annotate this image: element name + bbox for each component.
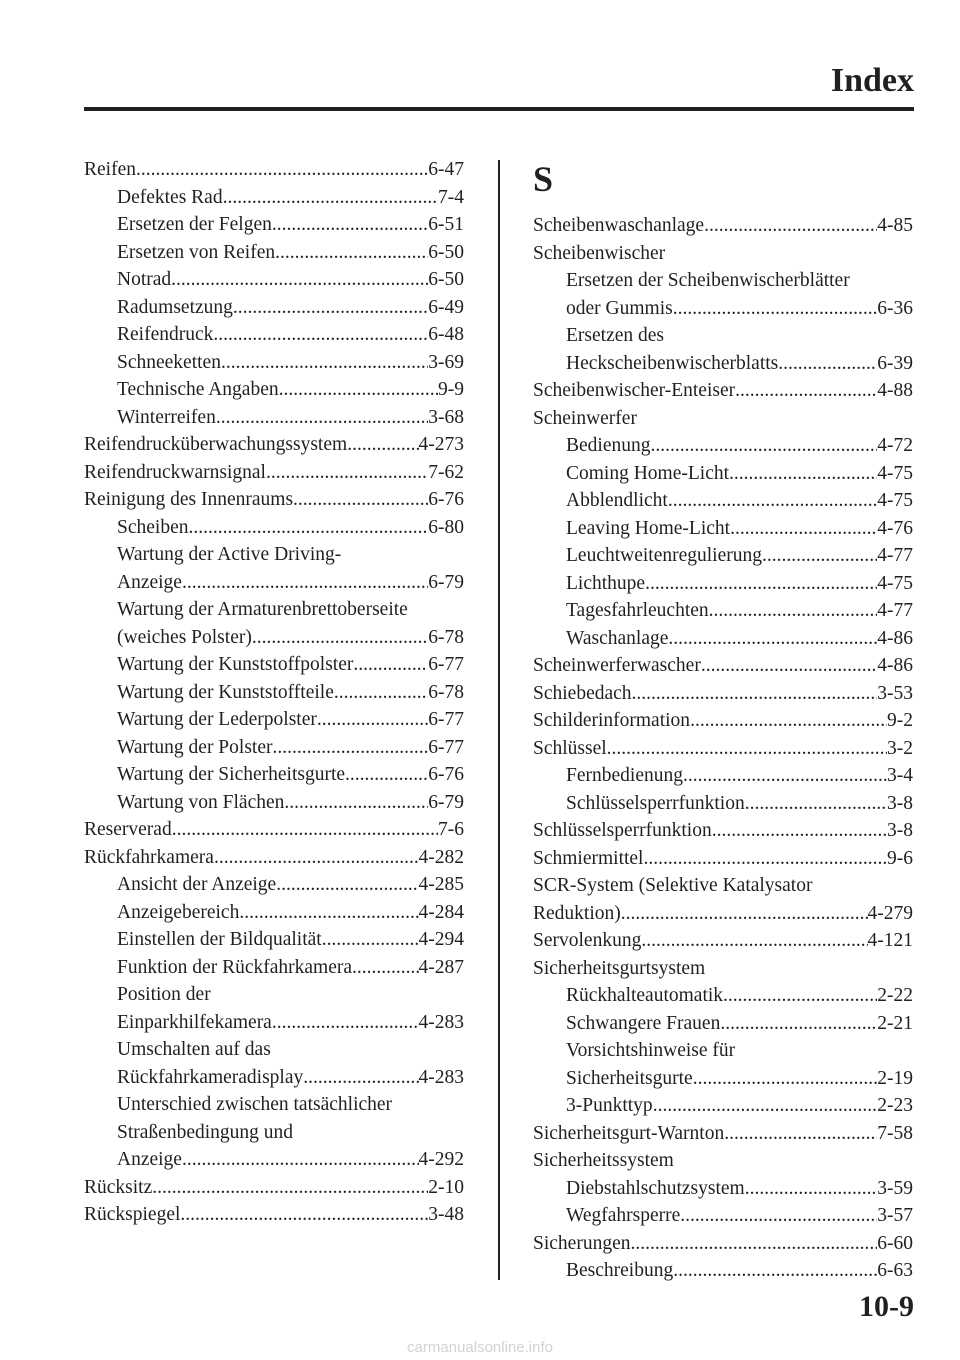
entry-term: Wartung der Kunststoffpolster [117, 654, 354, 675]
entry-term: Vorsichtshinweise für [566, 1040, 736, 1061]
index-subentry [533, 762, 913, 790]
entry-term: (weiches Polster) [117, 626, 252, 648]
column-divider [498, 160, 500, 1280]
dot-leader [188, 514, 428, 542]
entry-page-ref: 6-63 [877, 1260, 913, 1281]
entry-term: Reinigung des Innenraums [84, 489, 294, 510]
dot-leader [632, 680, 878, 708]
index-subentry [533, 982, 913, 1010]
entry-page-ref: 6-76 [428, 764, 464, 785]
entry-page-ref: 4-75 [877, 490, 913, 511]
index-subentry [533, 597, 913, 625]
index-entry [533, 377, 913, 405]
entry-term: Coming Home-Licht [566, 462, 730, 484]
entry-term: Reifendruck [117, 324, 214, 345]
dot-leader [693, 1065, 878, 1093]
index-entry [533, 1147, 913, 1175]
entry-page-ref: 3-69 [428, 351, 464, 373]
entry-term: Defektes Rad [117, 186, 223, 208]
index-subentry [533, 790, 913, 818]
dot-leader [172, 816, 438, 844]
section-letter: S [533, 159, 554, 199]
index-subentry [84, 569, 464, 597]
entry-term: Wartung von Flächen [117, 791, 285, 813]
entry-page-ref: 9-2 [887, 710, 913, 731]
index-subentry [84, 404, 464, 432]
entry-page-ref: 4-285 [418, 874, 464, 895]
dot-leader [607, 735, 887, 763]
index-subentry [84, 211, 464, 239]
index-column-right [533, 156, 913, 1285]
entry-term: Ersetzen des [566, 325, 664, 346]
index-subentry [84, 294, 464, 322]
entry-term: Wartung der Armaturenbrettoberseite [117, 599, 408, 620]
entry-term: Reifen [84, 159, 136, 180]
entry-page-ref: 4-85 [877, 215, 913, 236]
entry-page-ref: 4-282 [418, 846, 464, 868]
index-subentry [533, 350, 913, 378]
index-subentry [84, 981, 464, 1009]
entry-page-ref: 6-47 [428, 159, 464, 180]
dot-leader [275, 239, 428, 267]
index-subentry [533, 542, 913, 570]
dot-leader [223, 184, 438, 212]
entry-page-ref: 2-23 [877, 1095, 913, 1116]
index-subentry [84, 1009, 464, 1037]
dot-leader [673, 1257, 877, 1285]
entry-page-ref: 4-75 [877, 572, 913, 594]
entry-page-ref: 6-79 [428, 791, 464, 813]
entry-term: Heckscheibenwischerblatts [566, 352, 779, 374]
entry-term: Fernbedienung [566, 765, 683, 786]
dot-leader [778, 350, 877, 378]
entry-term: Schiebedach [533, 682, 632, 704]
entry-page-ref: 3-8 [887, 820, 913, 841]
dot-leader [221, 349, 428, 377]
index-subentry [84, 651, 464, 679]
entry-term: Wartung der Polster [117, 736, 273, 758]
dot-leader [152, 1174, 428, 1202]
entry-page-ref: 7-62 [428, 461, 464, 483]
entry-term: Wartung der Lederpolster [117, 709, 317, 730]
index-entry [84, 156, 464, 184]
index-subentry [84, 1119, 464, 1147]
entry-term: Beschreibung [566, 1260, 674, 1281]
index-subentry [533, 570, 913, 598]
entry-term: Scheinwerfer [533, 407, 637, 429]
index-subentry [533, 322, 913, 350]
header-rule [84, 107, 914, 111]
dot-leader [630, 1230, 877, 1258]
dot-leader [668, 487, 877, 515]
entry-term: Wegfahrsperre [566, 1205, 681, 1226]
entry-term: Position der [117, 984, 211, 1005]
entry-term: Schwangere Frauen [566, 1012, 721, 1034]
dot-leader [762, 542, 877, 570]
entry-term: Sicherungen [533, 1232, 631, 1254]
entry-page-ref: 4-279 [867, 902, 913, 924]
entry-page-ref: 4-283 [418, 1011, 464, 1033]
index-entry [84, 459, 464, 487]
entry-term: Scheinwerferwascher [533, 655, 701, 676]
entry-page-ref: 4-284 [418, 901, 464, 923]
index-subentry [84, 596, 464, 624]
dot-leader [353, 651, 428, 679]
entry-page-ref: 3-53 [877, 682, 913, 704]
dot-leader [730, 515, 877, 543]
entry-term: Notrad [117, 269, 172, 290]
entry-term: Schlüssel [533, 737, 607, 759]
entry-page-ref: 6-36 [877, 297, 913, 319]
dot-leader [643, 845, 887, 873]
index-subentry [533, 1202, 913, 1230]
dot-leader [334, 679, 428, 707]
index-entry [533, 405, 913, 433]
entry-term: Schlüsselsperrfunktion [533, 820, 712, 841]
index-entry [533, 927, 913, 955]
dot-leader [347, 431, 418, 459]
entry-page-ref: 2-19 [877, 1067, 913, 1089]
entry-page-ref: 6-39 [877, 352, 913, 374]
entry-term: Wartung der Kunststoffteile [117, 681, 334, 703]
index-subentry [533, 1010, 913, 1038]
index-subentry [84, 321, 464, 349]
entry-term: Reifendrucküberwachungssystem [84, 434, 348, 455]
index-entry [533, 955, 913, 983]
dot-leader [171, 266, 428, 294]
entry-page-ref: 4-75 [877, 462, 913, 484]
index-entry [533, 240, 913, 268]
entry-term: Einparkhilfekamera [117, 1011, 272, 1033]
index-entry [533, 1120, 913, 1148]
dot-leader [724, 1120, 877, 1148]
index-entry [533, 707, 913, 735]
index-entry [533, 872, 913, 900]
index-column-left [84, 156, 464, 1229]
entry-term: Bedienung [566, 435, 651, 456]
entry-page-ref: 6-60 [877, 1232, 913, 1254]
entry-term: Leaving Home-Licht [566, 517, 731, 539]
index-entry [533, 212, 913, 240]
entry-term: Rückhalteautomatik [566, 985, 724, 1006]
entry-term: Winterreifen [117, 406, 216, 428]
entry-term: Scheiben [117, 516, 189, 538]
entry-page-ref: 4-77 [877, 600, 913, 621]
index-entry [84, 816, 464, 844]
page-title: Index [830, 62, 914, 99]
entry-page-ref: 4-72 [877, 435, 913, 456]
index-subentry [84, 514, 464, 542]
entry-page-ref: 4-86 [877, 655, 913, 676]
dot-leader [272, 1009, 419, 1037]
entry-page-ref: 4-283 [418, 1066, 464, 1088]
index-subentry [533, 1257, 913, 1285]
index-entry [84, 431, 464, 459]
entry-page-ref: 6-78 [428, 681, 464, 703]
entry-page-ref: 6-77 [428, 736, 464, 758]
dot-leader [279, 376, 438, 404]
page-number: 10-9 [859, 1290, 914, 1323]
index-subentry [84, 706, 464, 734]
index-subentry [84, 349, 464, 377]
entry-page-ref: 6-80 [428, 516, 464, 538]
index-list-left [84, 156, 464, 1229]
entry-term: Diebstahlschutzsystem [566, 1177, 745, 1199]
dot-leader [266, 459, 428, 487]
entry-page-ref: 4-273 [418, 434, 464, 455]
index-subentry [84, 679, 464, 707]
entry-term: Reduktion) [533, 902, 621, 924]
entry-page-ref: 7-6 [438, 819, 464, 840]
entry-term: Rückfahrkamera [84, 846, 214, 868]
index-entry [533, 817, 913, 845]
dot-leader [317, 706, 428, 734]
dot-leader [345, 761, 428, 789]
entry-page-ref: 4-292 [418, 1149, 464, 1170]
entry-term: Sicherheitssystem [533, 1150, 674, 1171]
entry-page-ref: 3-48 [428, 1204, 464, 1225]
entry-term: Sicherheitsgurte [566, 1067, 693, 1089]
dot-leader [683, 762, 887, 790]
dot-leader [745, 1175, 878, 1203]
entry-page-ref: 2-10 [428, 1176, 464, 1198]
entry-page-ref: 6-50 [428, 241, 464, 263]
index-subentry [84, 761, 464, 789]
entry-page-ref: 3-57 [877, 1205, 913, 1226]
entry-page-ref: 4-88 [877, 380, 913, 401]
dot-leader [701, 652, 877, 680]
entry-page-ref: 9-9 [438, 379, 464, 400]
entry-term: Anzeige [117, 1149, 182, 1170]
entry-term: Sicherheitsgurtsystem [533, 957, 706, 979]
entry-page-ref: 7-58 [877, 1122, 913, 1144]
index-subentry [84, 184, 464, 212]
index-subentry [533, 460, 913, 488]
entry-term: Ersetzen der Felgen [117, 214, 272, 235]
index-subentry [533, 1065, 913, 1093]
entry-term: Schmiermittel [533, 847, 644, 869]
dot-leader [621, 900, 868, 928]
dot-leader [182, 569, 428, 597]
dot-leader [214, 844, 419, 872]
entry-page-ref: 3-4 [887, 765, 913, 786]
entry-page-ref: 6-79 [428, 571, 464, 593]
index-list-right [533, 212, 913, 1285]
index-subentry [84, 1091, 464, 1119]
entry-term: Abblendlicht [566, 490, 668, 511]
index-subentry [84, 734, 464, 762]
entry-term: Ersetzen von Reifen [117, 241, 276, 263]
index-subentry [533, 515, 913, 543]
entry-page-ref: 4-121 [867, 930, 913, 951]
entry-term: Scheibenwaschanlage [533, 215, 705, 236]
entry-term: Wartung der Active Driving- [117, 544, 342, 565]
index-subentry [84, 1146, 464, 1174]
index-entry [533, 900, 913, 928]
index-subentry [533, 1175, 913, 1203]
entry-term: Anzeigebereich [117, 901, 240, 923]
dot-leader [322, 926, 419, 954]
index-entry [533, 1230, 913, 1258]
index-entry [533, 735, 913, 763]
entry-term: Anzeige [117, 571, 182, 593]
dot-leader [650, 432, 877, 460]
entry-page-ref: 4-287 [418, 956, 464, 978]
index-subentry [84, 954, 464, 982]
dot-leader [216, 404, 428, 432]
index-subentry [84, 899, 464, 927]
dot-leader [712, 817, 887, 845]
dot-leader [680, 1202, 877, 1230]
index-subentry [84, 239, 464, 267]
dot-leader [735, 377, 877, 405]
index-subentry [533, 1092, 913, 1120]
dot-leader [668, 625, 877, 653]
dot-leader [272, 734, 428, 762]
entry-term: Lichthupe [566, 572, 646, 594]
index-subentry [84, 926, 464, 954]
index-subentry [84, 541, 464, 569]
index-subentry [84, 624, 464, 652]
dot-leader [641, 927, 867, 955]
entry-page-ref: 2-21 [877, 1012, 913, 1034]
dot-leader [252, 624, 428, 652]
entry-term: Rückspiegel [84, 1204, 181, 1225]
index-entry [84, 486, 464, 514]
index-subentry [84, 1036, 464, 1064]
dot-leader [709, 597, 878, 625]
dot-leader [673, 295, 878, 323]
entry-page-ref: 9-6 [887, 847, 913, 869]
dot-leader [213, 321, 428, 349]
dot-leader [272, 211, 428, 239]
entry-page-ref: 4-86 [877, 627, 913, 649]
entry-term: Sicherheitsgurt-Warnton [533, 1122, 725, 1144]
index-subentry [533, 487, 913, 515]
dot-leader [745, 790, 887, 818]
entry-term: Schneeketten [117, 351, 221, 373]
entry-term: Technische Angaben [117, 379, 279, 400]
index-entry [84, 844, 464, 872]
entry-page-ref: 3-59 [877, 1177, 913, 1199]
index-subentry [84, 376, 464, 404]
entry-term: Schlüsselsperrfunktion [566, 792, 745, 814]
index-subentry [533, 267, 913, 295]
dot-leader [723, 982, 877, 1010]
dot-leader [233, 294, 428, 322]
dot-leader [352, 954, 418, 982]
dot-leader [284, 789, 428, 817]
dot-leader [239, 899, 418, 927]
entry-page-ref: 6-50 [428, 269, 464, 290]
entry-term: Reserverad [84, 819, 172, 840]
watermark: carmanualsonline.info [407, 1339, 553, 1356]
entry-term: Radumsetzung [117, 296, 233, 318]
entry-page-ref: 6-77 [428, 709, 464, 730]
index-subentry [84, 1064, 464, 1092]
entry-term: Scheibenwischer-Enteiser [533, 380, 736, 401]
entry-page-ref: 3-68 [428, 406, 464, 428]
entry-term: 3-Punkttyp [566, 1095, 653, 1116]
index-entry [533, 680, 913, 708]
index-subentry [533, 295, 913, 323]
entry-term: Ansicht der Anzeige [117, 874, 277, 895]
index-subentry [84, 266, 464, 294]
entry-term: Servolenkung [533, 930, 642, 951]
entry-term: Waschanlage [566, 627, 669, 649]
entry-term: Umschalten auf das [117, 1039, 271, 1060]
index-subentry [84, 871, 464, 899]
entry-page-ref: 3-2 [887, 737, 913, 759]
dot-leader [293, 486, 428, 514]
entry-term: Funktion der Rückfahrkamera [117, 956, 353, 978]
entry-term: Schilderinformation [533, 710, 691, 731]
entry-page-ref: 6-49 [428, 296, 464, 318]
entry-term: Tagesfahrleuchten [566, 600, 709, 621]
dot-leader [645, 570, 877, 598]
dot-leader [690, 707, 887, 735]
dot-leader [276, 871, 418, 899]
index-subentry [84, 789, 464, 817]
dot-leader [136, 156, 428, 184]
index-entry [84, 1174, 464, 1202]
entry-page-ref: 4-77 [877, 545, 913, 566]
entry-term: Einstellen der Bildqualität [117, 929, 322, 950]
entry-term: Wartung der Sicherheitsgurte [117, 764, 346, 785]
index-subentry [533, 432, 913, 460]
index-entry [84, 1201, 464, 1229]
entry-term: Rücksitz [84, 1176, 153, 1198]
entry-term: Ersetzen der Scheibenwischerblätter [566, 270, 850, 291]
dot-leader [180, 1201, 428, 1229]
entry-page-ref: 6-51 [428, 214, 464, 235]
index-subentry [533, 625, 913, 653]
entry-page-ref: 6-48 [428, 324, 464, 345]
entry-term: Scheibenwischer [533, 242, 666, 264]
index-entry [533, 652, 913, 680]
entry-term: Rückfahrkameradisplay [117, 1066, 304, 1088]
entry-term: Unterschied zwischen tatsächlicher [117, 1094, 393, 1115]
entry-term: SCR-System (Selektive Katalysator [533, 875, 813, 896]
entry-term: Leuchtweitenregulierung [566, 545, 762, 566]
dot-leader [729, 460, 877, 488]
entry-page-ref: 4-294 [418, 929, 464, 950]
entry-term: Reifendruckwarnsignal [84, 461, 266, 483]
dot-leader [704, 212, 877, 240]
entry-term: Straßenbedingung und [117, 1121, 294, 1143]
dot-leader [720, 1010, 877, 1038]
dot-leader [303, 1064, 418, 1092]
dot-leader [653, 1092, 878, 1120]
index-subentry [533, 1037, 913, 1065]
entry-page-ref: 6-78 [428, 626, 464, 648]
entry-page-ref: 4-76 [877, 517, 913, 539]
entry-page-ref: 6-76 [428, 489, 464, 510]
entry-page-ref: 7-4 [438, 186, 464, 208]
entry-page-ref: 6-77 [428, 654, 464, 675]
entry-page-ref: 2-22 [877, 985, 913, 1006]
entry-term: oder Gummis [566, 297, 673, 319]
entry-page-ref: 3-8 [887, 792, 913, 814]
index-entry [533, 845, 913, 873]
dot-leader [182, 1146, 419, 1174]
